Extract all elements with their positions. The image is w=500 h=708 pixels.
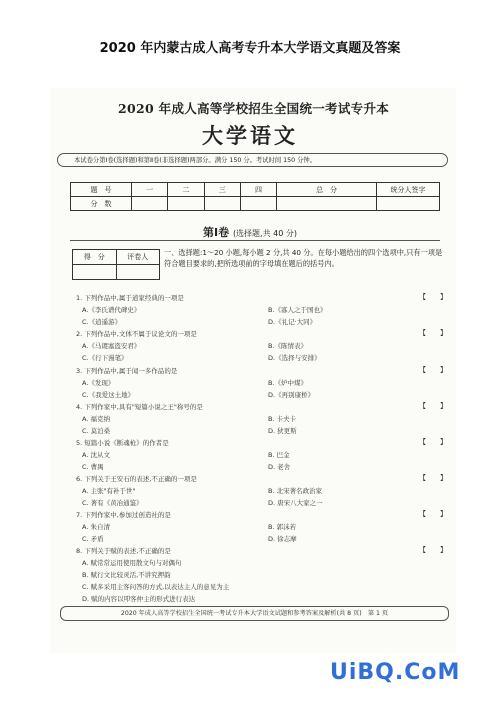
score-cell: 统分人签字 <box>377 183 440 197</box>
option-b: B. 赋行文比较灵活,不讲究押韵 <box>82 571 171 579</box>
score-table-header-row <box>71 183 440 197</box>
answer-bracket[interactable]: 【 】 <box>419 474 447 482</box>
option-b: B.《陈情表》 <box>268 342 308 350</box>
answer-bracket[interactable]: 【 】 <box>419 366 447 374</box>
option-d: D.《再别康桥》 <box>268 391 315 399</box>
score-table <box>70 182 440 211</box>
question-stem: 6. 下列关于王安石的表述,不正确的一项是 <box>76 475 197 483</box>
question-stem: 4. 下列作家中,具有"短篇小说之王"称号的是 <box>76 403 203 411</box>
score-input-cell[interactable] <box>204 197 240 211</box>
section-instruction: 一、选择题:1～20 小题,每小题 2 分,共 40 分。在每小题给出的四个选项中,只有一项是符合题目要求的,把所选项前的字母填在题后的括号内。 <box>164 248 443 268</box>
exam-header: 2020 年成人高等学校招生全国统一考试专升本 <box>118 101 390 116</box>
question-stem: 5. 短篇小说《断魂枪》的作者是 <box>76 439 169 447</box>
score-input-cell[interactable] <box>132 197 168 211</box>
option-b: B.《炉中煤》 <box>268 379 308 387</box>
score-cell: 题 号 <box>71 183 132 197</box>
score-cell: 分 数 <box>71 197 132 211</box>
question-stem: 3. 下列作品中,属于闻一多作品的是 <box>76 367 178 375</box>
grader-box <box>72 249 160 280</box>
subject-title: 大学语文 <box>202 123 298 148</box>
option-d: D. 老舍 <box>268 463 291 471</box>
watermark-logo: UiBQ.CoM <box>330 660 461 685</box>
score-input-cell[interactable] <box>240 197 276 211</box>
answer-bracket[interactable]: 【 】 <box>419 402 447 410</box>
option-d: D. 赋的内容以叩客仲主的形式进行表达 <box>82 595 196 603</box>
option-a: A. 主张"有补于世" <box>82 487 136 495</box>
answer-bracket[interactable]: 【 】 <box>419 329 447 337</box>
score-table-score-row <box>71 197 440 211</box>
part1-title <box>0 224 500 240</box>
option-c: C.《逍遥游》 <box>82 318 122 326</box>
option-c: C.《行下漫笔》 <box>82 354 128 362</box>
score-input-cell[interactable] <box>377 197 440 211</box>
grader-name-cell[interactable] <box>116 265 160 280</box>
option-c: C. 曹禺 <box>82 463 104 471</box>
option-d: D. 徐志摩 <box>268 535 297 543</box>
answer-bracket[interactable]: 【 】 <box>419 293 447 301</box>
option-a: A. 沈从文 <box>82 451 110 459</box>
question-stem: 2. 下列作品中,文体不属于议论文的一项是 <box>76 330 197 338</box>
option-d: D.《选择与安排》 <box>268 354 321 362</box>
option-a: A.《发现》 <box>82 379 115 387</box>
answer-bracket[interactable]: 【 】 <box>419 510 447 518</box>
grader-score-label: 得 分 <box>73 250 117 265</box>
grader-name-label: 评卷人 <box>116 250 160 265</box>
score-cell: 二 <box>168 183 204 197</box>
document-title: 2020 年内蒙古成人高考专升本大学语文真题及答案 <box>99 41 401 56</box>
option-a: A.《李氏谱代碑史》 <box>82 306 141 314</box>
page-footer: 2020 年成人高等学校招生全国统一考试专升本大学语文试题和参考答案及解析(共 8 页) 第 1 页 <box>60 606 449 621</box>
option-b: B. 郭沫若 <box>268 523 297 531</box>
part1-name: 第Ⅰ卷 <box>203 226 230 239</box>
section-divider <box>70 240 440 241</box>
score-input-cell[interactable] <box>168 197 204 211</box>
option-c: C. 著有《黄冶通鉴》 <box>82 499 143 507</box>
option-b: B. 卡夫卡 <box>268 415 297 423</box>
option-a: A. 赋常常运用使用散文句与对偶句 <box>82 559 182 567</box>
score-input-cell[interactable] <box>277 197 377 211</box>
option-d: D. 唐宋八大家之一 <box>268 499 323 507</box>
score-cell: 一 <box>132 183 168 197</box>
option-c: C. 赋多采用主客问答的方式,以表达主人的意见为主 <box>82 583 230 591</box>
exam-notice: 本试卷分第Ⅰ卷(选择题)和第Ⅱ卷(非选择题)两部分。满分 150 分。考试时间 150 分钟。 <box>57 153 448 167</box>
option-a: A. 福克纳 <box>82 415 110 423</box>
option-b: B. 巴金 <box>268 451 290 459</box>
grader-score-cell[interactable] <box>73 265 117 280</box>
option-a: A. 朱自清 <box>82 523 110 531</box>
option-d: D.《礼记·大同》 <box>268 318 317 326</box>
score-cell: 三 <box>204 183 240 197</box>
option-b: B. 北宋著名政治家 <box>268 487 323 495</box>
option-c: C. 矛盾 <box>82 535 104 543</box>
option-c: C.《我爱这土地》 <box>82 391 135 399</box>
option-b: B.《寡人之于国也》 <box>268 306 327 314</box>
option-a: A.《马谡塞盗安君》 <box>82 342 141 350</box>
part1-subtitle: (选择题,共 40 分) <box>232 229 297 238</box>
score-cell: 四 <box>240 183 276 197</box>
answer-bracket[interactable]: 【 】 <box>419 546 447 554</box>
option-c: C. 莫泊桑 <box>82 427 111 435</box>
question-stem: 1. 下列作品中,属于道家经典的一项是 <box>76 294 184 302</box>
score-cell: 总 分 <box>277 183 377 197</box>
answer-bracket[interactable]: 【 】 <box>419 438 447 446</box>
question-stem: 7. 下列作家中,参加过创造社的是 <box>76 511 171 519</box>
question-stem: 8. 下列关于赋的表述,不正确的是 <box>76 547 171 555</box>
option-d: D. 狄更斯 <box>268 427 297 435</box>
